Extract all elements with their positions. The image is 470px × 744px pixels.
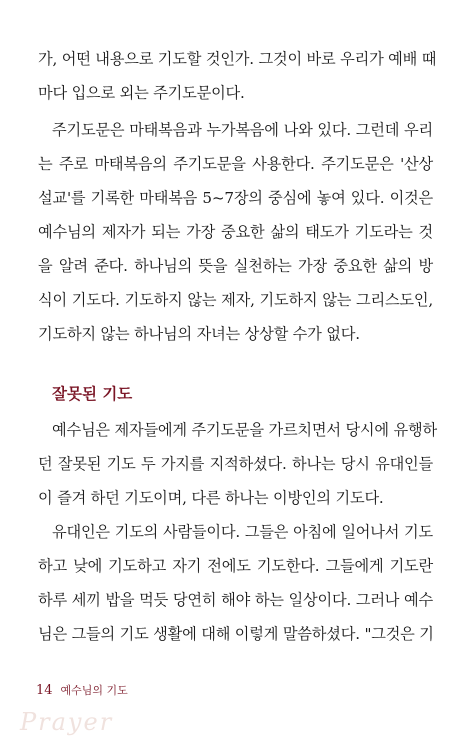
paragraph-2 bbox=[38, 113, 433, 351]
text-line: 던 잘못된 기도 두 가지를 지적하셨다. 하나는 당시 유대인들 bbox=[38, 455, 433, 473]
paragraph-4 bbox=[38, 515, 433, 651]
text-line: 예수님은 제자들에게 주기도문을 가르치면서 당시에 유행하 bbox=[52, 421, 437, 439]
paragraph-3 bbox=[38, 413, 437, 515]
text-line: 설교'를 기록한 마태복음 5~7장의 중심에 놓여 있다. 이것은 bbox=[38, 189, 433, 207]
text-line: 기도하지 않는 하나님의 자녀는 상상할 수가 없다. bbox=[38, 325, 360, 343]
text-line: 유대인은 기도의 사람들이다. 그들은 아침에 일어나서 기도 bbox=[52, 523, 433, 541]
text-line: 을 알려 준다. 하나님의 뜻을 실천하는 가장 중요한 삶의 방 bbox=[38, 257, 433, 275]
text-line: 가, 어떤 내용으로 기도할 것인가. 그것이 바로 우리가 예배 때 bbox=[38, 50, 437, 68]
text-line: 이 즐겨 하던 기도이며, 다른 하나는 이방인의 기도다. bbox=[38, 489, 384, 507]
section-heading: 잘못된 기도 bbox=[52, 385, 133, 403]
text-line: 하루 세끼 밥을 먹듯 당연히 해야 하는 일상이다. 그러나 예수 bbox=[38, 591, 433, 609]
text-line: 식이 기도다. 기도하지 않는 제자, 기도하지 않는 그리스도인, bbox=[38, 291, 433, 309]
text-line: 님은 그들의 기도 생활에 대해 이렇게 말씀하셨다. "그것은 기 bbox=[38, 625, 434, 643]
page-footer bbox=[36, 683, 128, 699]
running-title: 예수님의 기도 bbox=[60, 684, 128, 697]
paragraph-1 bbox=[38, 42, 437, 110]
page-number: 14 bbox=[36, 683, 53, 698]
text-line: 마다 입으로 외는 주기도문이다. bbox=[38, 84, 245, 102]
watermark-text: Prayer bbox=[20, 708, 114, 736]
text-line: 주기도문은 마태복음과 누가복음에 나와 있다. 그런데 우리 bbox=[52, 121, 433, 139]
text-line: 예수님의 제자가 되는 가장 중요한 삶의 태도가 기도라는 것 bbox=[38, 223, 433, 241]
text-line: 는 주로 마태복음의 주기도문을 사용한다. 주기도문은 '산상 bbox=[38, 155, 433, 173]
text-line: 하고 낮에 기도하고 자기 전에도 기도한다. 그들에게 기도란 bbox=[38, 557, 433, 575]
